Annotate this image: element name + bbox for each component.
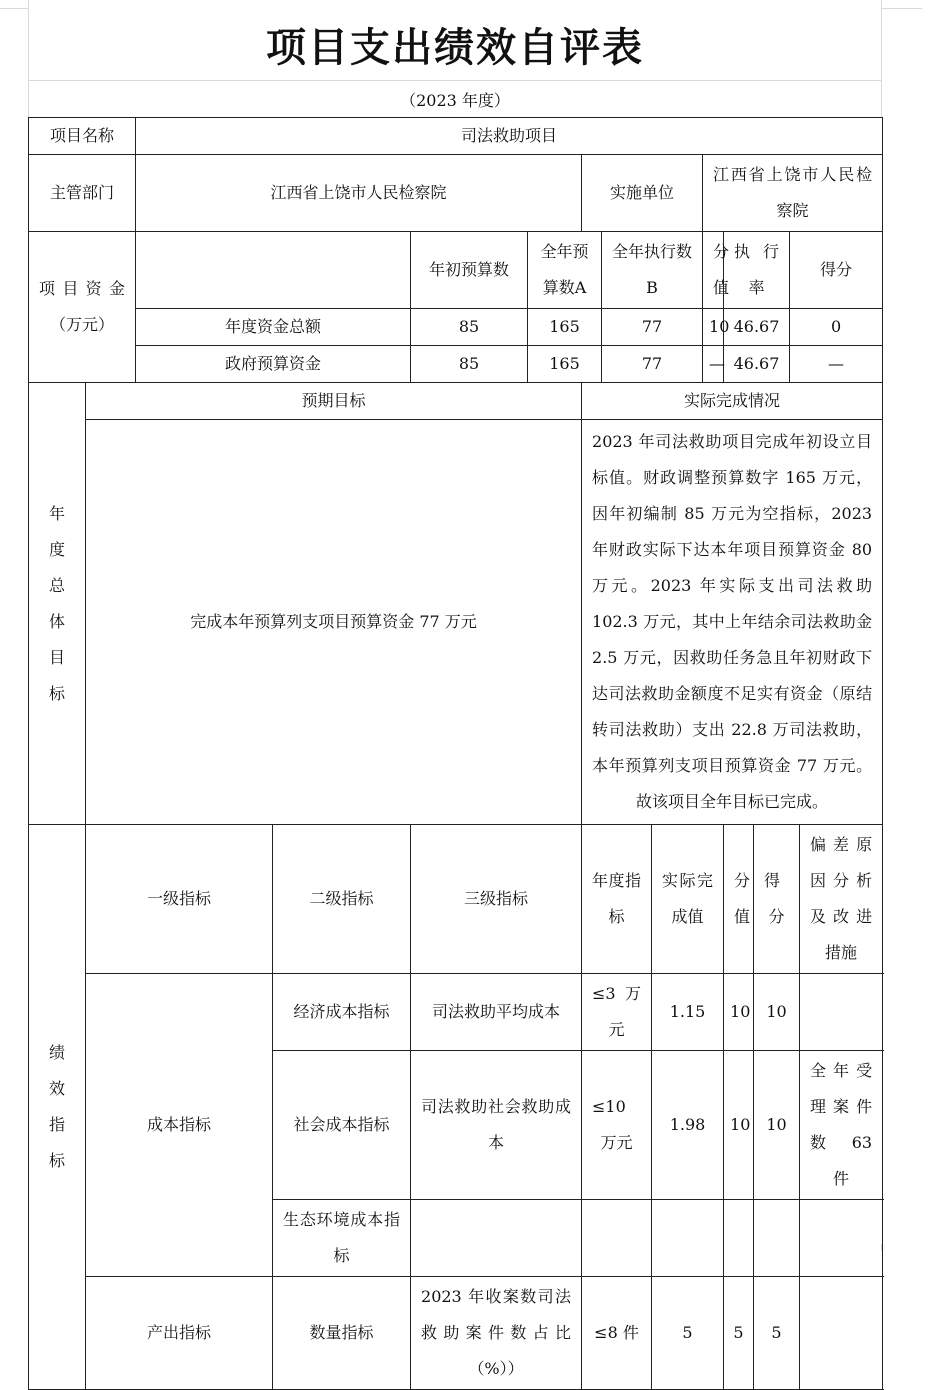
- funds-row-total-annual: 165: [528, 309, 602, 346]
- indicators-label: 绩效指标: [29, 825, 86, 1390]
- funds-header-annual-a: 全年预算数A: [528, 232, 602, 309]
- cost-row-3-note: [800, 1200, 883, 1277]
- funds-row-gov-initial: 85: [411, 346, 528, 383]
- cost-indicator-label: 成本指标: [86, 974, 273, 1277]
- ind-header-level2: 二级指标: [273, 825, 411, 974]
- cost-row-1-actual: 1.15: [652, 974, 724, 1051]
- funds-row-gov-score-value: —: [703, 346, 724, 383]
- ind-header-score-value: 分值: [724, 825, 754, 974]
- funds-header-initial: 年初预算数: [411, 232, 528, 309]
- output-row-1-level3: 2023 年收案数司法救助案件数占比（%））: [411, 1277, 582, 1390]
- goals-expected-text: 完成本年预算列支项目预算资金 77 万元: [86, 420, 582, 825]
- cost-row-2-level2: 社会成本指标: [273, 1051, 411, 1200]
- funds-row-total-exec: 77: [602, 309, 703, 346]
- funds-row-total-score: 0: [790, 309, 883, 346]
- margin-guide-top-right: [881, 0, 882, 8]
- cost-row-3-target: [582, 1200, 652, 1277]
- funds-row-gov-exec: 77: [602, 346, 703, 383]
- cost-row-2-level3: 司法救助社会救助成本: [411, 1051, 582, 1200]
- funds-row-gov-name: 政府预算资金: [136, 346, 411, 383]
- document-title: 项目支出绩效自评表: [266, 23, 644, 71]
- margin-guide-top-left: [28, 0, 29, 8]
- output-row-1-score: 5: [754, 1277, 800, 1390]
- cost-row-2-actual: 1.98: [652, 1051, 724, 1200]
- cost-row-2-score-value: 10: [724, 1051, 754, 1200]
- funds-row-total-initial: 85: [411, 309, 528, 346]
- goals-expected-header: 预期目标: [86, 383, 582, 420]
- cost-row-2-note: 全年受理案件数 63 件: [800, 1051, 883, 1200]
- goals-actual-text: 2023 年司法救助项目完成年初设立目标值。财政调整预算数字 165 万元，因年初编制 85 万元为空指标，2023 年财政实际下达本年项目预算资金 80 万元。2023 年实际支出司法救助 102.3 万元，其中上年结余司法救助金 2.5 万元，因救助任务急且年初财政下达司法救助金额度不足实有资金（原结转司法救助）支出 22.8 万司法救助，本年预算列支项目预算资金 77 万元。故该项目全年目标已完成。: [582, 420, 883, 825]
- dept-value: 江西省上饶市人民检察院: [136, 155, 582, 232]
- unit-label: 实施单位: [582, 155, 703, 232]
- output-row-1-level2: 数量指标: [273, 1277, 411, 1390]
- cost-row-1-score: 10: [754, 974, 800, 1051]
- cost-row-2-target: ≤10 万元: [582, 1051, 652, 1200]
- cost-row-3-level2: 生态环境成本指标: [273, 1200, 411, 1277]
- cost-row-3-score-value: [724, 1200, 754, 1277]
- cost-row-1-score-value: 10: [724, 974, 754, 1051]
- cost-row-1-level3: 司法救助平均成本: [411, 974, 582, 1051]
- goals-label: 年度总体目标: [29, 383, 86, 825]
- output-row-1-actual: 5: [652, 1277, 724, 1390]
- output-row-1-note: [800, 1277, 883, 1390]
- cost-row-3-actual: [652, 1200, 724, 1277]
- ind-header-target: 年度指标: [582, 825, 652, 974]
- funds-row-gov-rate: 46.67: [724, 346, 790, 383]
- funds-blank-header: [136, 232, 411, 309]
- ind-header-actual: 实际完成值: [652, 825, 724, 974]
- cost-row-1-level2: 经济成本指标: [273, 974, 411, 1051]
- funds-row-gov-score: —: [790, 346, 883, 383]
- output-row-1-score-value: 5: [724, 1277, 754, 1390]
- margin-guide-top-right-h: [882, 8, 922, 9]
- ind-header-note: 偏差原因分析及改进措施: [800, 825, 883, 974]
- ind-header-score: 得分: [754, 825, 800, 974]
- funds-row-total-name: 年度资金总额: [136, 309, 411, 346]
- funds-header-exec-b: 全年执行数B: [602, 232, 703, 309]
- margin-guide-title-line: [28, 80, 882, 81]
- output-row-1-target: ≤8 件: [582, 1277, 652, 1390]
- funds-header-rate: 执行率: [724, 232, 790, 309]
- output-indicator-label: 产出指标: [86, 1277, 273, 1390]
- performance-table: [28, 117, 883, 1390]
- funds-row-total-score-value: 10: [703, 309, 724, 346]
- funds-row-total-rate: 46.67: [724, 309, 790, 346]
- ind-header-level3: 三级指标: [411, 825, 582, 974]
- cost-row-3-score: [754, 1200, 800, 1277]
- funds-label: 项目资金（万元）: [29, 232, 136, 383]
- project-name-label: 项目名称: [29, 118, 136, 155]
- cost-row-2-score: 10: [754, 1051, 800, 1200]
- funds-row-gov-annual: 165: [528, 346, 602, 383]
- ind-header-level1: 一级指标: [86, 825, 273, 974]
- unit-value: 江西省上饶市人民检察院: [703, 155, 883, 232]
- dept-label: 主管部门: [29, 155, 136, 232]
- cost-row-1-target: ≤3 万元: [582, 974, 652, 1051]
- project-name-value: 司法救助项目: [136, 118, 883, 155]
- funds-header-score-value: 分值: [703, 232, 724, 309]
- goals-actual-header: 实际完成情况: [582, 383, 883, 420]
- year-label: （2023 年度）: [400, 90, 510, 110]
- cost-row-3-level3: [411, 1200, 582, 1277]
- margin-guide-top-left-h: [0, 8, 28, 9]
- funds-header-score: 得分: [790, 232, 883, 309]
- cost-row-1-note: [800, 974, 883, 1051]
